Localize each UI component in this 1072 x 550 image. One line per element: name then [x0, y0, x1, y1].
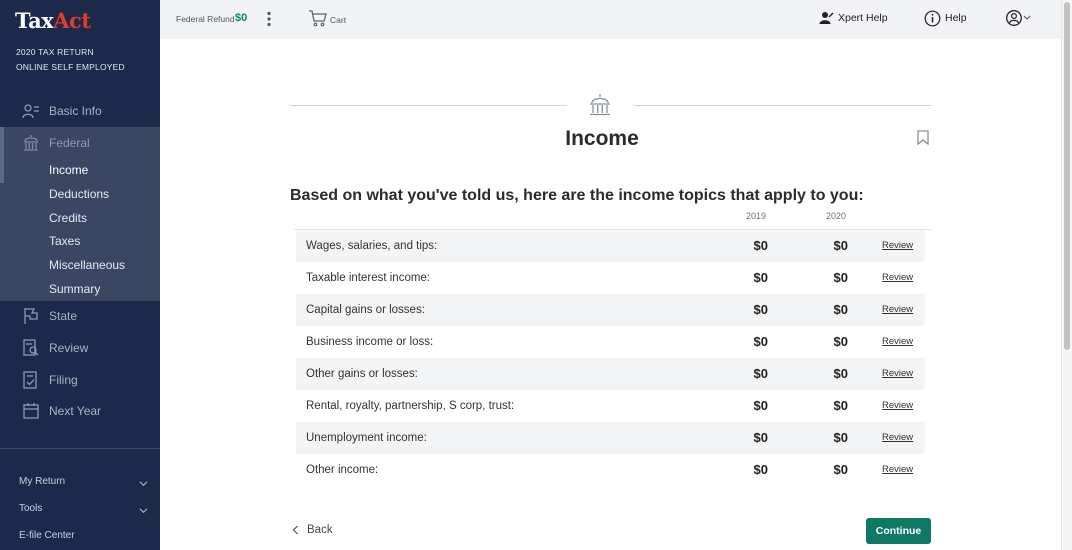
sidebar-item-label: Federal: [49, 136, 90, 150]
sidebar-item-filing[interactable]: [0, 366, 160, 394]
income-row-business: [296, 326, 925, 358]
xpert-help-label: Xpert Help: [838, 12, 888, 24]
review-link[interactable]: Review: [882, 336, 914, 347]
scrollbar-thumb[interactable]: [1064, 2, 1070, 350]
sidebar-item-label: State: [49, 309, 78, 323]
review-link[interactable]: Review: [882, 240, 914, 251]
capitol-icon: [22, 134, 40, 152]
sidebar-item-state[interactable]: [0, 302, 160, 330]
sidebar-item-next-year[interactable]: [0, 397, 160, 425]
back-label: Back: [307, 524, 333, 536]
sidebar-tools[interactable]: Tools: [19, 503, 43, 514]
header-divider-left: [290, 105, 567, 106]
value-2019: $0: [753, 270, 768, 285]
income-row-capital-gains: [296, 294, 925, 326]
review-link[interactable]: Review: [882, 400, 914, 411]
row-label: Other gains or losses:: [306, 368, 418, 380]
sidebar-efile-center[interactable]: E-file Center: [19, 530, 75, 541]
info-icon: [924, 10, 941, 27]
review-link[interactable]: Review: [882, 272, 914, 283]
sidebar-subitem-deductions[interactable]: Deductions: [49, 187, 110, 201]
account-icon[interactable]: [1005, 9, 1035, 27]
sidebar-my-return[interactable]: My Return: [19, 476, 66, 487]
sidebar-subitem-income[interactable]: Income: [49, 163, 89, 177]
income-row-unemployment: [296, 422, 925, 454]
value-2020: $0: [833, 430, 848, 445]
return-type: ONLINE SELF EMPLOYED: [16, 62, 125, 72]
value-2020: $0: [833, 270, 848, 285]
row-label: Business income or loss:: [306, 336, 434, 348]
income-row-other-income: [296, 454, 925, 486]
column-header-2019: 2019: [746, 211, 767, 221]
taxact-logo[interactable]: [15, 8, 91, 33]
value-2020: $0: [833, 398, 848, 413]
cart-icon[interactable]: [308, 9, 328, 27]
income-row-other-gains: [296, 358, 925, 390]
sidebar-item-federal[interactable]: [0, 129, 160, 157]
row-label: Capital gains or losses:: [306, 304, 425, 316]
row-label: Taxable interest income:: [306, 272, 431, 284]
intro-text: Based on what you've told us, here are the income topics that apply to you:: [290, 187, 864, 204]
more-vertical-icon[interactable]: [266, 11, 272, 27]
sidebar-item-label: Basic Info: [49, 104, 102, 118]
sidebar-subitem-miscellaneous[interactable]: Miscellaneous: [49, 258, 126, 272]
row-label: Other income:: [306, 464, 379, 476]
chevron-down-icon[interactable]: [139, 479, 148, 488]
sidebar-item-basic-info[interactable]: [0, 97, 160, 125]
capitol-icon: [588, 93, 612, 117]
review-link[interactable]: Review: [882, 368, 914, 379]
flag-icon: [22, 307, 40, 325]
expert-person-icon: [819, 11, 834, 25]
sidebar-item-label: Filing: [49, 373, 78, 387]
help-label: Help: [945, 12, 967, 24]
sidebar-subitem-credits[interactable]: Credits: [49, 211, 88, 225]
row-label: Rental, royalty, partnership, S corp, trust:: [306, 400, 515, 412]
return-year: 2020 TAX RETURN: [16, 47, 94, 57]
header-divider-right: [634, 105, 932, 106]
check-doc-icon: [22, 371, 40, 389]
logo-text-act: Act: [53, 8, 91, 33]
sidebar-item-label: Next Year: [49, 404, 102, 418]
refund-label: Federal Refund: [176, 14, 235, 24]
value-2019: $0: [753, 238, 768, 253]
value-2020: $0: [833, 238, 848, 253]
chevron-left-icon: [291, 525, 301, 535]
cart-label[interactable]: Cart: [330, 15, 347, 25]
row-label: Wages, salaries, and tips:: [306, 240, 438, 252]
continue-button[interactable]: Continue: [866, 518, 931, 544]
review-link[interactable]: Review: [882, 304, 914, 315]
sidebar-subitem-summary[interactable]: Summary: [49, 282, 101, 296]
row-label: Unemployment income:: [306, 432, 427, 444]
review-link[interactable]: Review: [882, 432, 914, 443]
magnify-doc-icon: [22, 339, 40, 357]
refund-value: $0: [235, 12, 248, 24]
page-title: Income: [565, 127, 639, 150]
value-2019: $0: [753, 462, 768, 477]
return-info: [16, 45, 125, 75]
value-2019: $0: [753, 430, 768, 445]
sidebar-item-label: Review: [49, 341, 89, 355]
value-2019: $0: [753, 366, 768, 381]
value-2020: $0: [833, 366, 848, 381]
value-2019: $0: [753, 302, 768, 317]
review-link[interactable]: Review: [882, 464, 914, 475]
value-2019: $0: [753, 334, 768, 349]
sidebar-divider: [0, 448, 160, 449]
bookmark-icon[interactable]: [916, 130, 930, 145]
value-2020: $0: [833, 334, 848, 349]
sidebar: [0, 0, 160, 550]
income-row-rental: [296, 390, 925, 422]
value-2019: $0: [753, 398, 768, 413]
person-lines-icon: [22, 102, 40, 120]
help-button[interactable]: [924, 9, 967, 27]
income-row-interest: [296, 262, 925, 294]
value-2020: $0: [833, 462, 848, 477]
top-bar: [160, 0, 1061, 39]
sidebar-item-review[interactable]: [0, 334, 160, 362]
value-2020: $0: [833, 302, 848, 317]
income-row-wages: [296, 230, 925, 262]
logo-text-tax: Tax: [15, 8, 54, 33]
chevron-down-icon[interactable]: [139, 506, 148, 515]
back-button[interactable]: [291, 524, 333, 536]
sidebar-subitem-taxes[interactable]: Taxes: [49, 234, 81, 248]
column-header-2020: 2020: [826, 211, 847, 221]
xpert-help-button[interactable]: [819, 10, 888, 26]
calendar-icon: [22, 402, 40, 420]
